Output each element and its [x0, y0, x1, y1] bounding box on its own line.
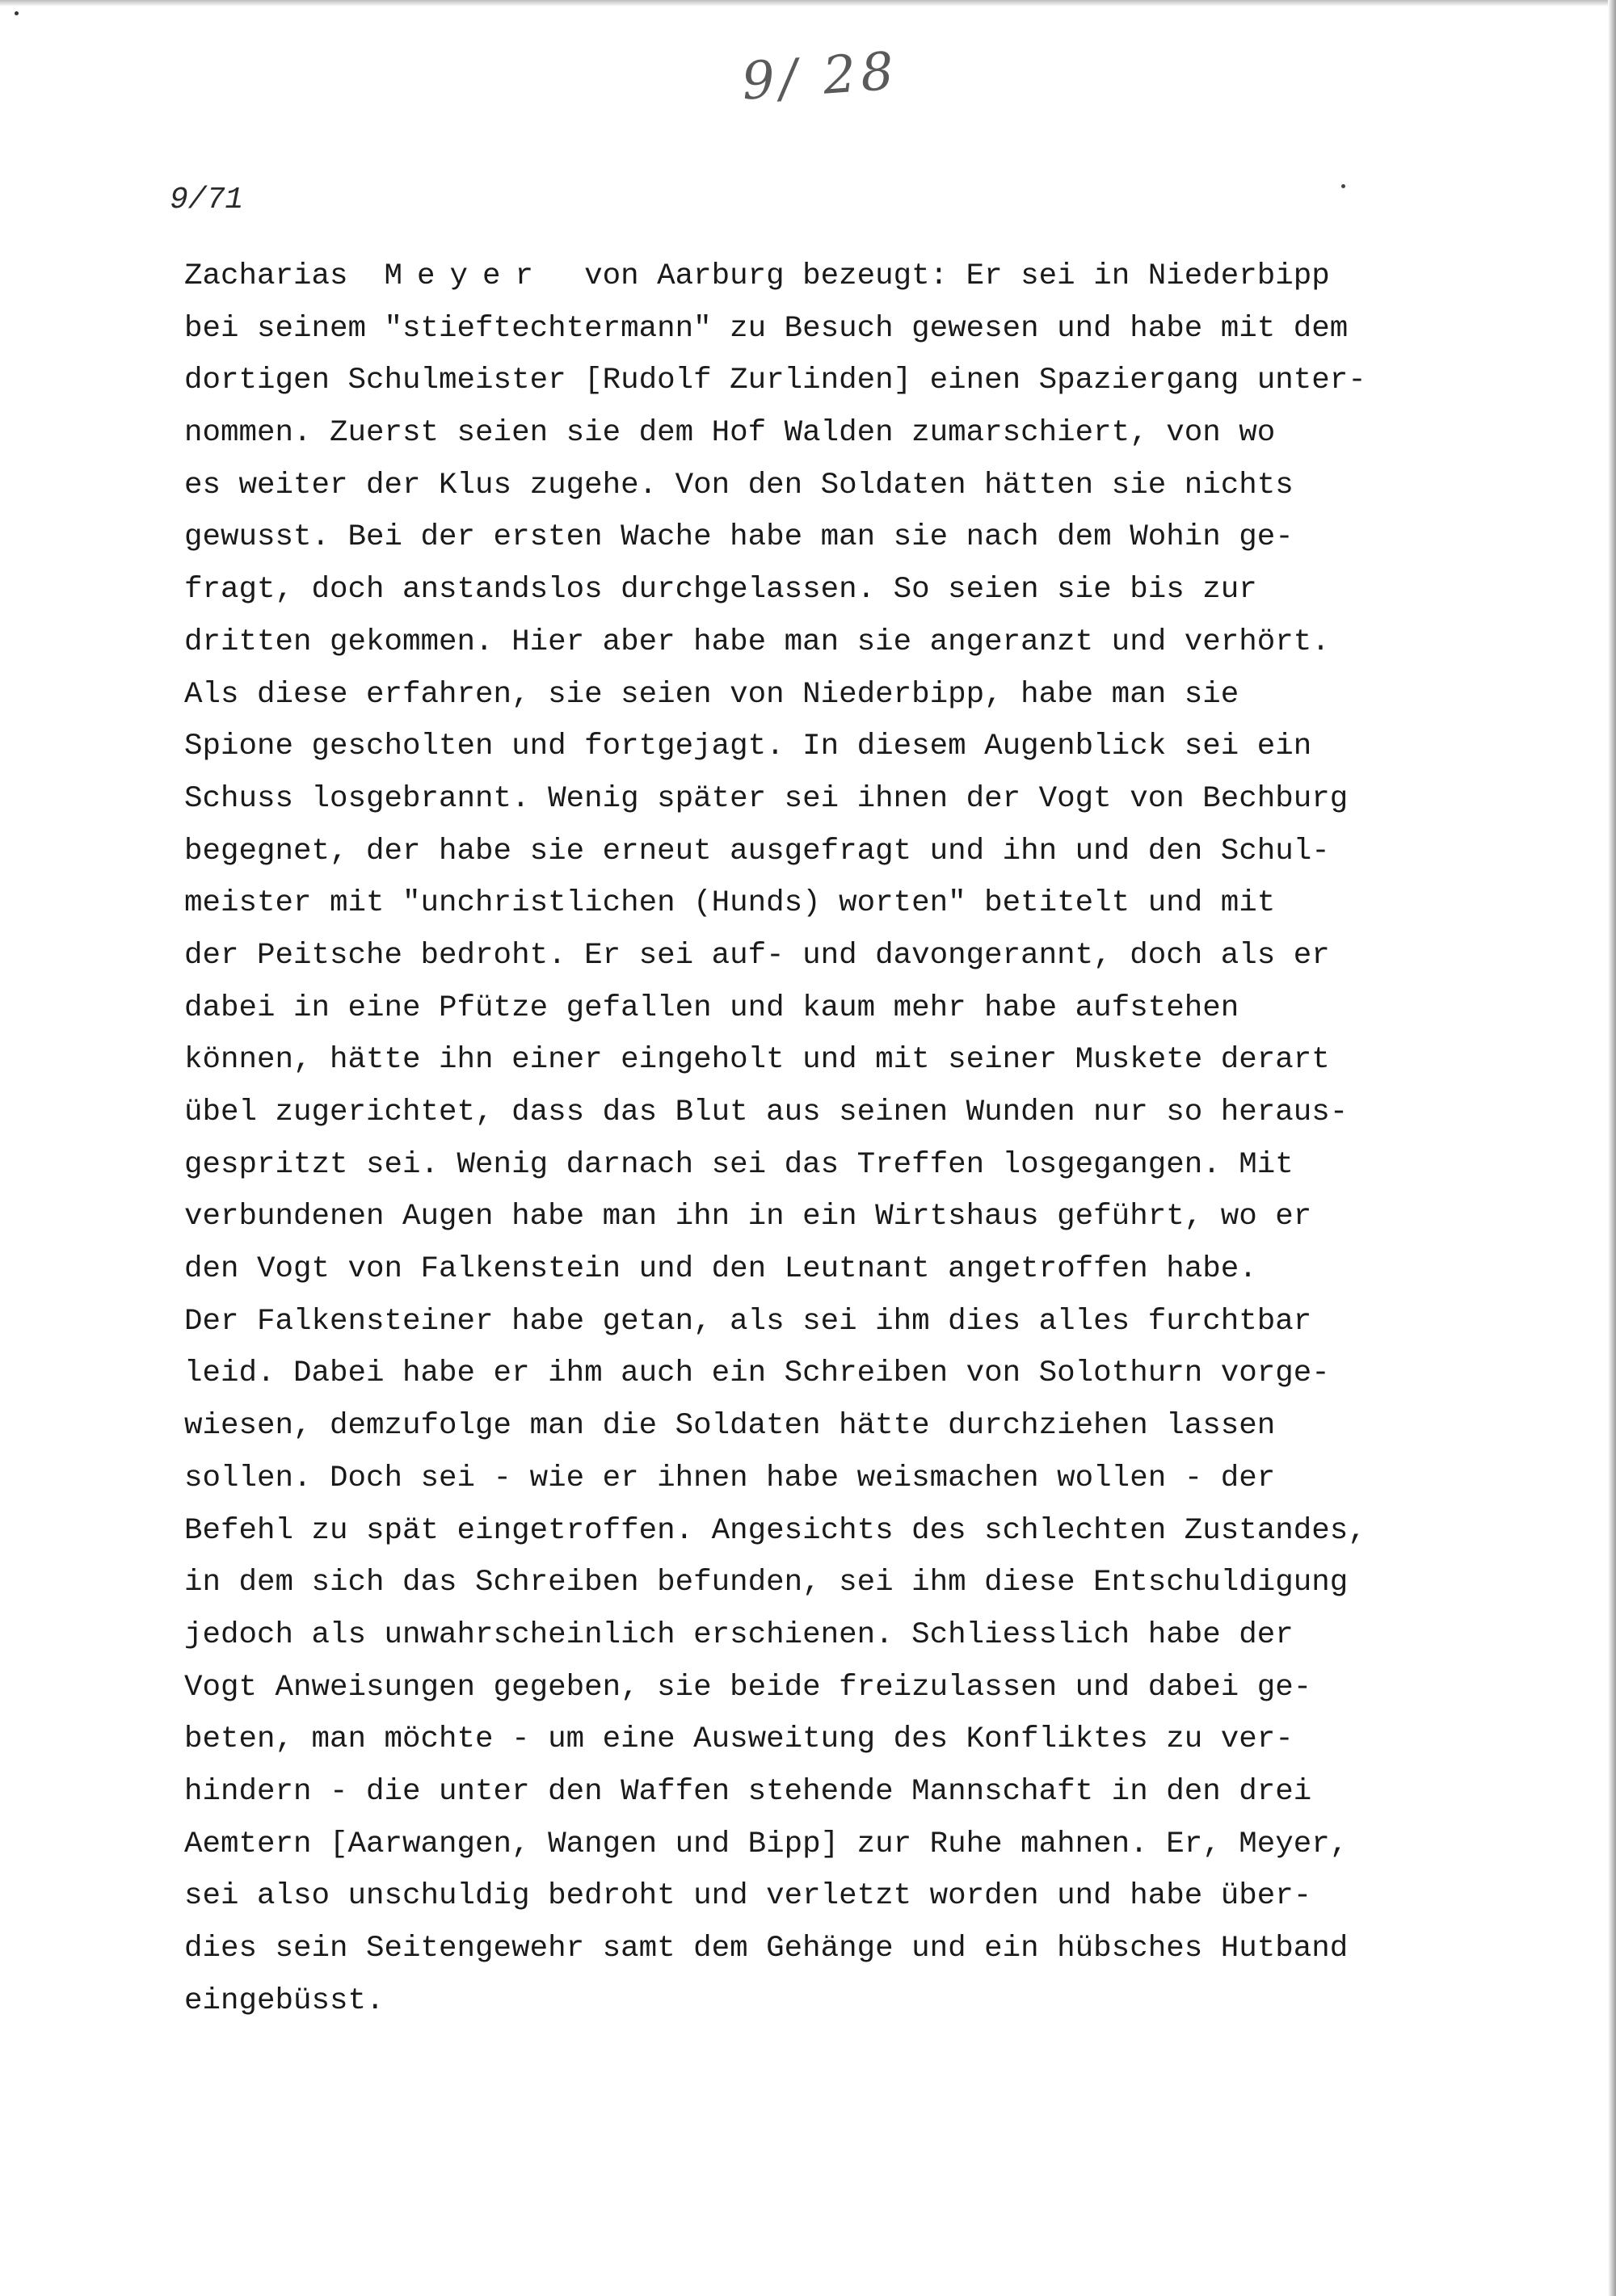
text-line: den Vogt von Falkenstein und den Leutnant angetroffen habe. [184, 1252, 1257, 1287]
text-line: fragt, doch anstandslos durchgelassen. So seien sie bis zur [184, 573, 1257, 608]
text-line: sei also unschuldig bedroht und verletzt worden und habe über- [184, 1879, 1312, 1914]
text-line: Spione gescholten und fortgejagt. In diesem Augenblick sei ein [184, 730, 1312, 764]
line-tail-text: von Aarburg bezeugt: Er sei in Niederbipp [548, 259, 1330, 293]
corner-dot [15, 11, 19, 15]
text-line: dabei in eine Pfütze gefallen und kaum mehr habe aufstehen [184, 990, 1239, 1025]
text-line: hindern - die unter den Waffen stehende Mannschaft in den drei [184, 1774, 1312, 1809]
text-line: eingebüsst. [184, 1983, 385, 2018]
text-line: sollen. Doch sei - wie er ihnen habe weismachen wollen - der [184, 1461, 1276, 1495]
scan-edge-right [1608, 0, 1616, 2296]
text-line: nommen. Zuerst seien sie dem Hof Walden zumarschiert, von wo [184, 416, 1276, 451]
text-line: in dem sich das Schreiben befunden, sei ihm diese Entschuldigung [184, 1566, 1349, 1600]
text-line-first [184, 250, 1558, 303]
text-line: dritten gekommen. Hier aber habe man sie angeranzt und verhört. [184, 624, 1330, 659]
text-line: beten, man möchte - um eine Ausweitung des Konfliktes zu ver- [184, 1722, 1294, 1757]
text-line: meister mit "unchristlichen (Hunds) worten" betitelt und mit [184, 886, 1276, 921]
text-line: bei seinem "stieftechtermann" zu Besuch gewesen und habe mit dem [184, 311, 1349, 346]
text-line: leid. Dabei habe er ihm auch ein Schreiben von Solothurn vorge- [184, 1356, 1330, 1391]
text-line: Aemtern [Aarwangen, Wangen und Bipp] zur Ruhe mahnen. Er, Meyer, [184, 1827, 1349, 1861]
text-line: wiesen, demzufolge man die Soldaten hätte durchziehen lassen [184, 1409, 1276, 1444]
text-line: gespritzt sei. Wenig darnach sei das Treffen losgegangen. Mit [184, 1147, 1294, 1182]
text-line: verbundenen Augen habe man ihn in ein Wirtshaus geführt, wo er [184, 1200, 1312, 1234]
text-line: Vogt Anweisungen gegeben, sie beide freizulassen und dabei ge- [184, 1670, 1312, 1705]
text-line: übel zugerichtet, dass das Blut aus seinen Wunden nur so heraus- [184, 1095, 1349, 1129]
line-lead-text: Zacharias [184, 259, 385, 293]
text-line: können, hätte ihn einer eingeholt und mit seiner Muskete derart [184, 1043, 1330, 1078]
text-line: dortigen Schulmeister [Rudolf Zurlinden] einen Spaziergang unter- [184, 364, 1366, 398]
text-line: Als diese erfahren, sie seien von Niederbipp, habe man sie [184, 677, 1239, 712]
text-line: Der Falkensteiner habe getan, als sei ihm dies alles furchtbar [184, 1304, 1312, 1339]
body-text [184, 250, 1558, 2027]
page-reference: 9/71 [170, 183, 244, 217]
text-line: begegnet, der habe sie erneut ausgefragt und ihn und den Schul- [184, 834, 1330, 868]
scan-edge-top [0, 0, 1616, 6]
text-line: jedoch als unwahrscheinlich erschienen. Schliesslich habe der [184, 1617, 1294, 1652]
text-line: es weiter der Klus zugehe. Von den Soldaten hätten sie nichts [184, 468, 1294, 503]
text-line: Befehl zu spät eingetroffen. Angesichts des schlechten Zustandes, [184, 1513, 1366, 1548]
text-line: Schuss losgebrannt. Wenig später sei ihnen der Vogt von Bechburg [184, 781, 1349, 816]
stray-dot [1341, 184, 1345, 188]
text-line: der Peitsche bedroht. Er sei auf- und davongerannt, doch als er [184, 938, 1330, 973]
text-line: gewusst. Bei der ersten Wache habe man sie nach dem Wohin ge- [184, 520, 1294, 555]
text-line: dies sein Seitengewehr samt dem Gehänge und ein hübsches Hutband [184, 1932, 1349, 1966]
handwritten-folio-number: 9/ 28 [739, 41, 901, 112]
spaced-surname: Meyer [384, 259, 549, 293]
